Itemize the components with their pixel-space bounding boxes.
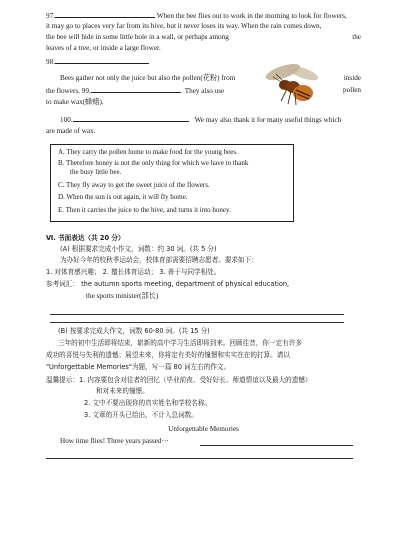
part-b-para-2: 成功的喜悦与失利的遗憾；展望未来，你将定有美好的憧憬和实实在在的打算。请以 (46, 351, 290, 359)
q99-text: They also use (184, 87, 225, 95)
essay-title: Unforgettable Memories (168, 425, 239, 433)
options-box (50, 144, 294, 222)
essay-start: How time flies! Three years passed··· (60, 437, 169, 445)
q97-line-4: leaves of a tree, or inside a large flower. (46, 44, 161, 52)
part-b-title: (B) 按要求完成大作文，词数 60-80 词。(共 15 分) (58, 327, 210, 335)
answer-line[interactable] (50, 314, 344, 315)
option-d: D. When the sun is out again, it will fly home. (58, 193, 188, 201)
q97-text-3-end: the (352, 33, 361, 41)
part-b-para-1: 三年的初中生活即将结束，崭新的高中学习生活即将到来。回顾往昔，你一定有许多 (58, 339, 302, 347)
part-a-ref-2: the sports minister(部长) (86, 292, 159, 300)
option-a: A. They carry the pollen home to make food for the young bees. (58, 148, 238, 156)
wasp-image (263, 63, 321, 107)
q100-line-1 (46, 115, 361, 125)
part-b-para-3: "Unforgettable Memories"为题，写一篇 80 词左右的作文。 (46, 363, 231, 371)
part-a-task: 为办好今年的校秋季运动会，校体育部需要招聘志愿者。要求如下： (60, 256, 258, 264)
option-b: B. Therefore honey is not the only thing for which we have to thank (58, 159, 249, 167)
q97-text-3: the bee will hide in some little hole in a wall, or perhaps among (46, 33, 229, 41)
q100-number: 100. (60, 116, 73, 124)
q98-text-line-3: to make wax(蜂蜡). (46, 98, 104, 106)
q100-line-2: are made of wax. (46, 127, 96, 135)
q98-text-1-end: inside (343, 74, 361, 82)
answer-blank-100[interactable] (73, 115, 189, 122)
q97-line-3 (46, 33, 361, 42)
q99-number: the flowers. 99. (46, 87, 91, 95)
q99-text-end: pollen (343, 86, 361, 94)
writing-heading: Ⅵ. 书面表达（共 20 分） (46, 234, 125, 242)
option-e: E. Then it carries the juice to the hive, and turns it into honey. (58, 206, 231, 214)
q97-number: 97. (46, 12, 55, 20)
part-b-hint-1b: 和对未来的憧憬。 (96, 387, 149, 395)
answer-line[interactable] (200, 445, 353, 446)
option-c: C. They fly away to get the sweet juice of the flowers. (58, 181, 210, 189)
part-a-ref-1: 参考词汇： the autumn sports meeting, department of physical education, (46, 280, 290, 288)
answer-blank-98[interactable] (55, 57, 149, 64)
q100-text-1: We may also thank it for many useful things which (194, 116, 342, 124)
q98-number: 98. (46, 58, 55, 66)
q97-text-1: When the bee flies out to work in the morning to look for flowers, (156, 12, 347, 20)
part-b-hint-2: 2. 文中不要出现你的真实姓名和学校名称。 (84, 399, 212, 407)
part-b-hint-1: 温馨提示：1. 内容要包含对往者的回忆（毕业前夜、受好好长、师道情谊以及最大的遗憾） (46, 376, 312, 384)
answer-line[interactable] (46, 458, 353, 459)
answer-line[interactable] (50, 322, 344, 323)
q97-line-1 (46, 11, 361, 21)
part-a-title: (A) 根据要求完成小作文，词数：约 30 词。(共 5 分) (60, 245, 217, 253)
option-b-cont: the busy little bee. (70, 168, 122, 176)
answer-blank-99[interactable] (91, 86, 181, 93)
q97-line-2: it may go to places very far from its hive, but it never loses its way. When the rain comes down, (46, 22, 322, 30)
q98-text-1: Bees gather not only the juice but also the pollen(花粉) from (60, 74, 236, 82)
part-a-requirements: 1. 对体育感兴趣； 2. 擅长体育运动； 3. 善于与同学相处。 (46, 268, 221, 276)
part-b-hint-3: 3. 文章的开头已给出，不计入总词数。 (84, 411, 198, 419)
answer-blank-97[interactable] (55, 11, 155, 18)
